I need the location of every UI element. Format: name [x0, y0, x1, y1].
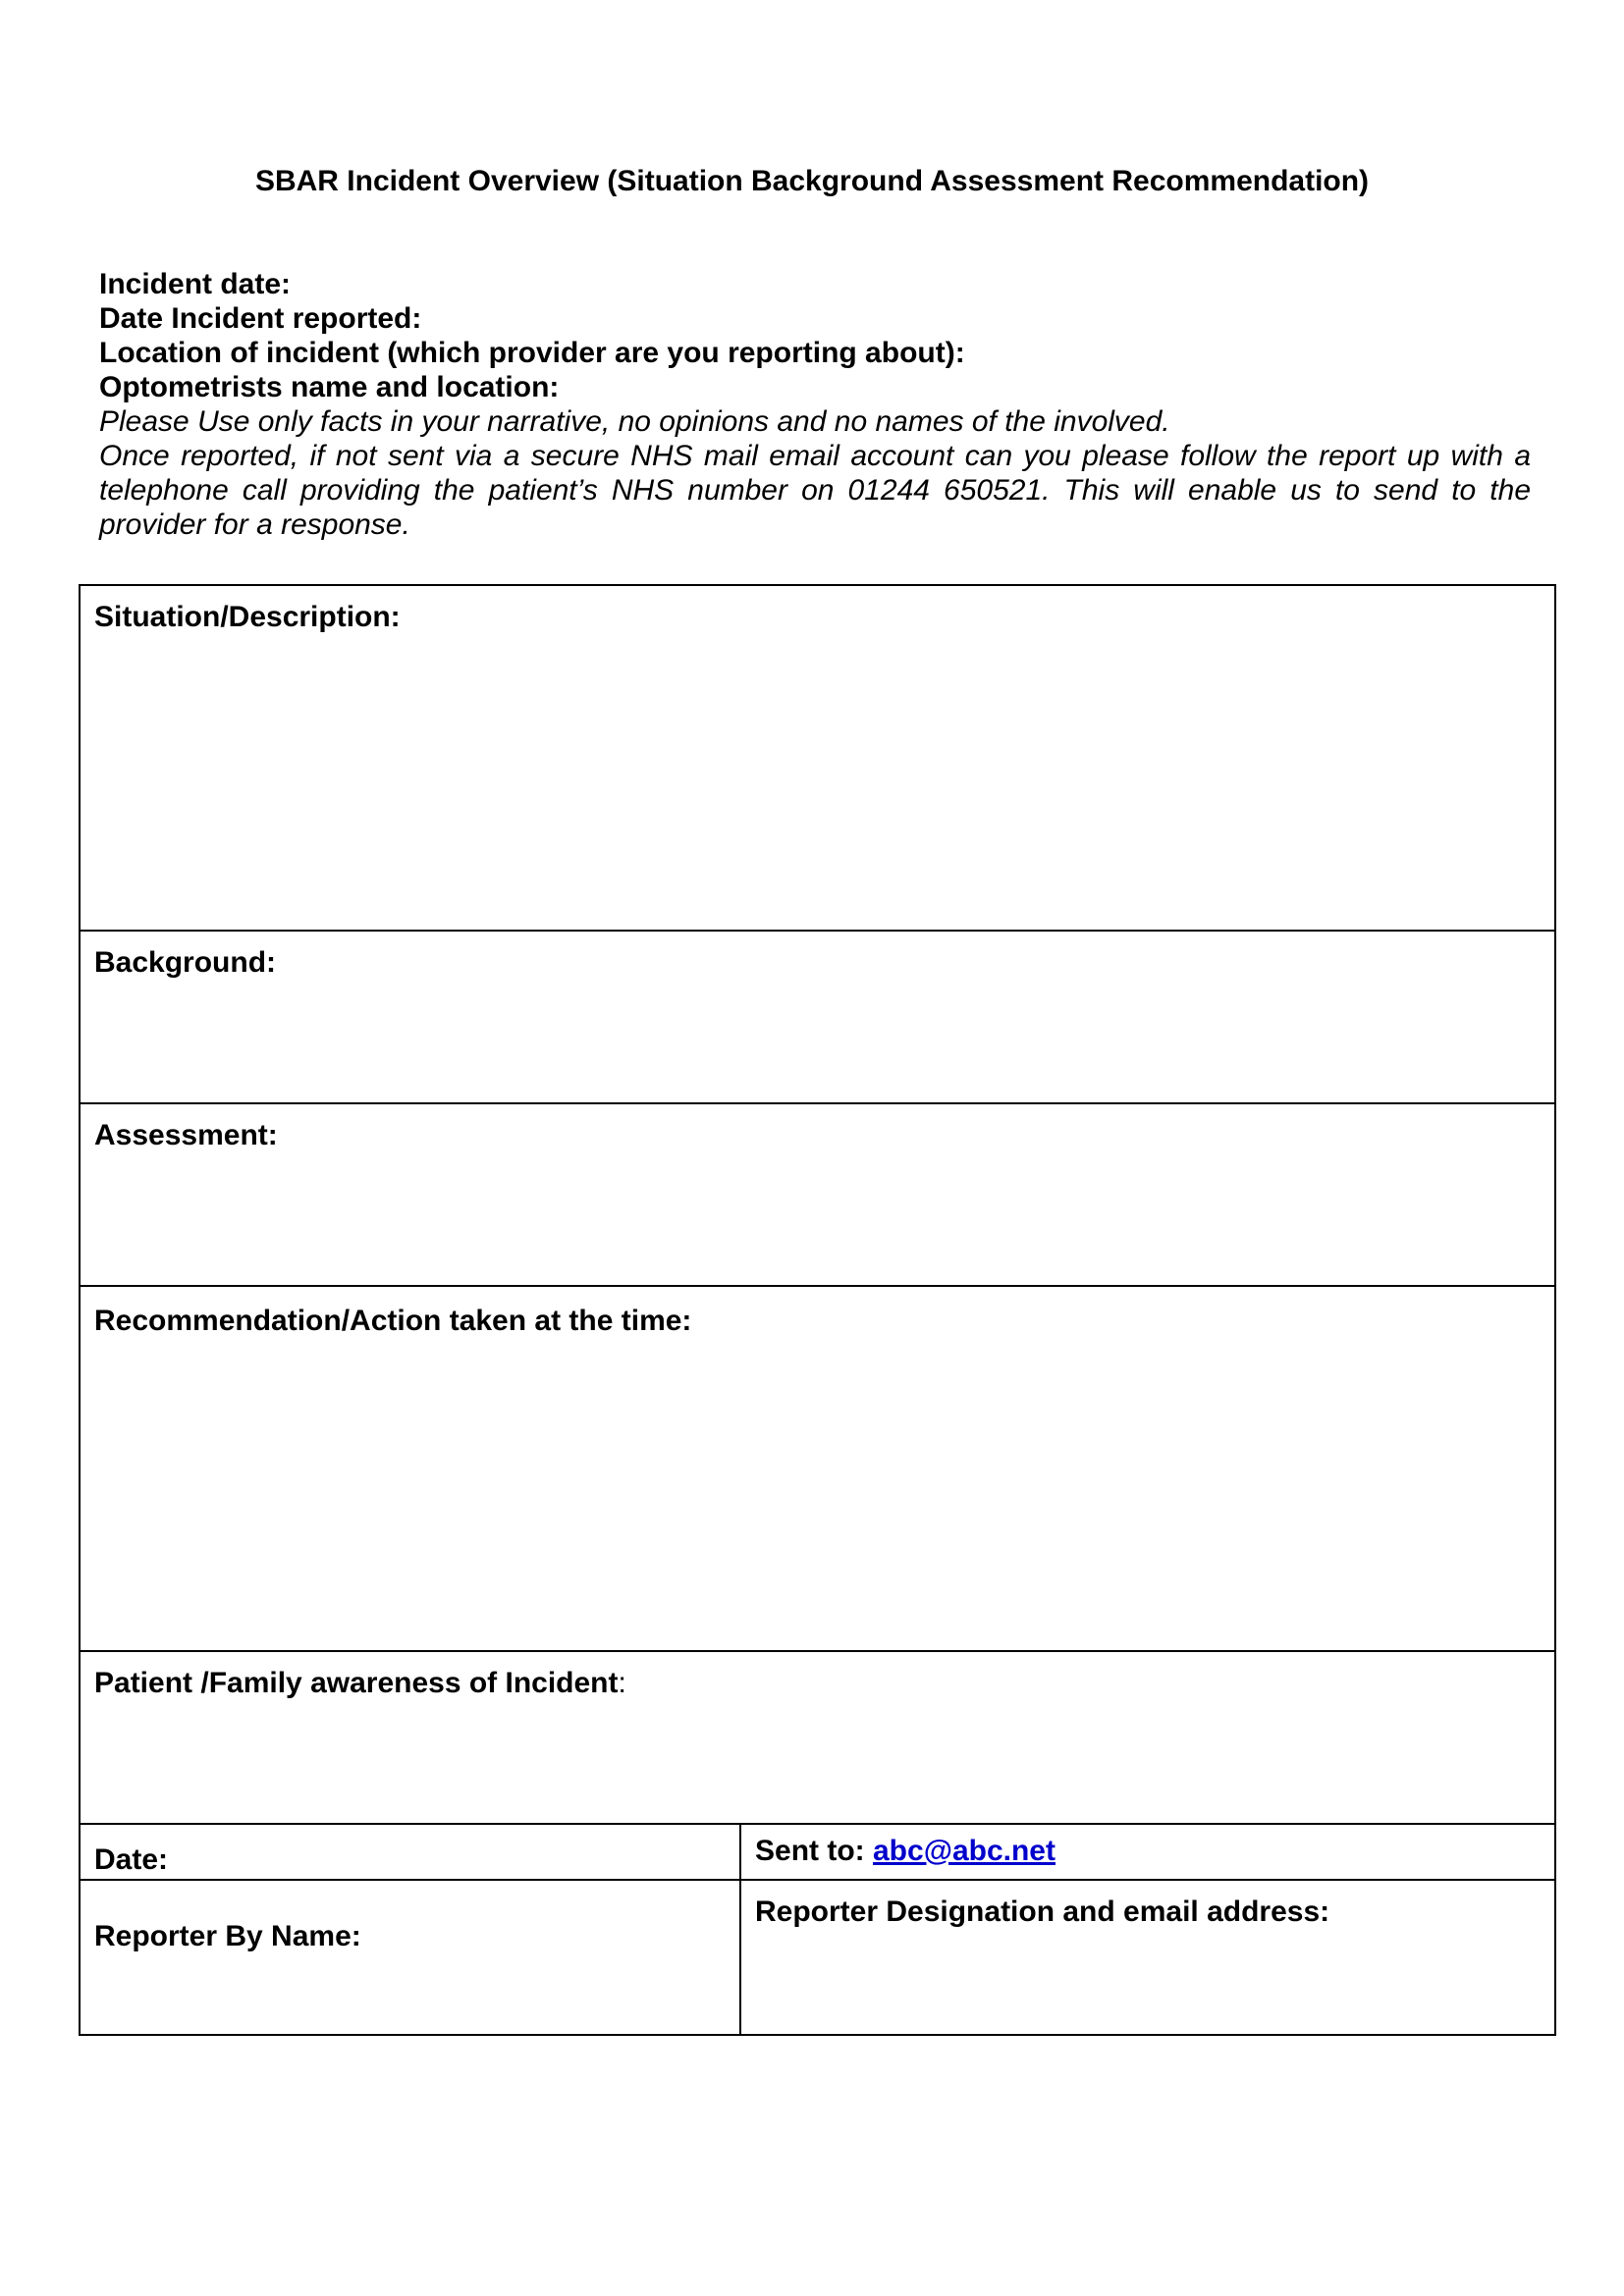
awareness-colon: :: [618, 1667, 626, 1699]
background-row: [80, 931, 1555, 1103]
date-row: [80, 1824, 1555, 1880]
awareness-label: Patient /Family awareness of Incident: [94, 1667, 619, 1699]
awareness-field[interactable]: [80, 1651, 1555, 1824]
recommendation-field[interactable]: [80, 1286, 1555, 1651]
background-field[interactable]: [80, 931, 1555, 1103]
sbar-form-table: [79, 584, 1556, 2036]
background-label: Background:: [94, 946, 277, 979]
followup-note: Once reported, if not sent via a secure NHS mail email account can you please follow the report up with a telephone call providing the patient’s NHS number on 01244 650521. This will enable us to send to the provider for a response.: [99, 440, 1531, 541]
date-label: Date:: [94, 1843, 169, 1876]
recommendation-row: [80, 1286, 1555, 1651]
assessment-field[interactable]: [80, 1103, 1555, 1286]
reporter-name-label: Reporter By Name:: [94, 1920, 361, 1952]
reporter-designation-field[interactable]: [740, 1880, 1555, 2035]
assessment-label: Assessment:: [94, 1119, 278, 1151]
date-reported-label: Date Incident reported:: [99, 302, 422, 335]
reporter-designation-label: Reporter Designation and email address:: [755, 1896, 1330, 1928]
assessment-row: [80, 1103, 1555, 1286]
document-title: SBAR Incident Overview (Situation Background Assessment Recommendation): [254, 165, 1370, 197]
incident-header: [99, 267, 1531, 542]
reporter-name-field[interactable]: [80, 1880, 740, 2035]
sent-to-wrap: [755, 1835, 1541, 1868]
sent-to-field: [740, 1824, 1555, 1880]
recommendation-label: Recommendation/Action taken at the time:: [94, 1305, 692, 1337]
sent-to-email-link[interactable]: abc@abc.net: [873, 1835, 1056, 1867]
reporter-row: [80, 1880, 1555, 2035]
incident-date-label: Incident date:: [99, 268, 292, 300]
location-label: Location of incident (which provider are you reporting about):: [99, 337, 965, 369]
awareness-label-wrap: [94, 1667, 1541, 1700]
situation-field[interactable]: [80, 585, 1555, 931]
awareness-row: [80, 1651, 1555, 1824]
optometrist-label: Optometrists name and location:: [99, 371, 560, 403]
sent-to-label: Sent to:: [755, 1835, 865, 1867]
date-field[interactable]: [80, 1824, 740, 1880]
facts-note: Please Use only facts in your narrative, no opinions and no names of the involved.: [99, 405, 1170, 438]
situation-label: Situation/Description:: [94, 601, 401, 633]
situation-row: [80, 585, 1555, 931]
